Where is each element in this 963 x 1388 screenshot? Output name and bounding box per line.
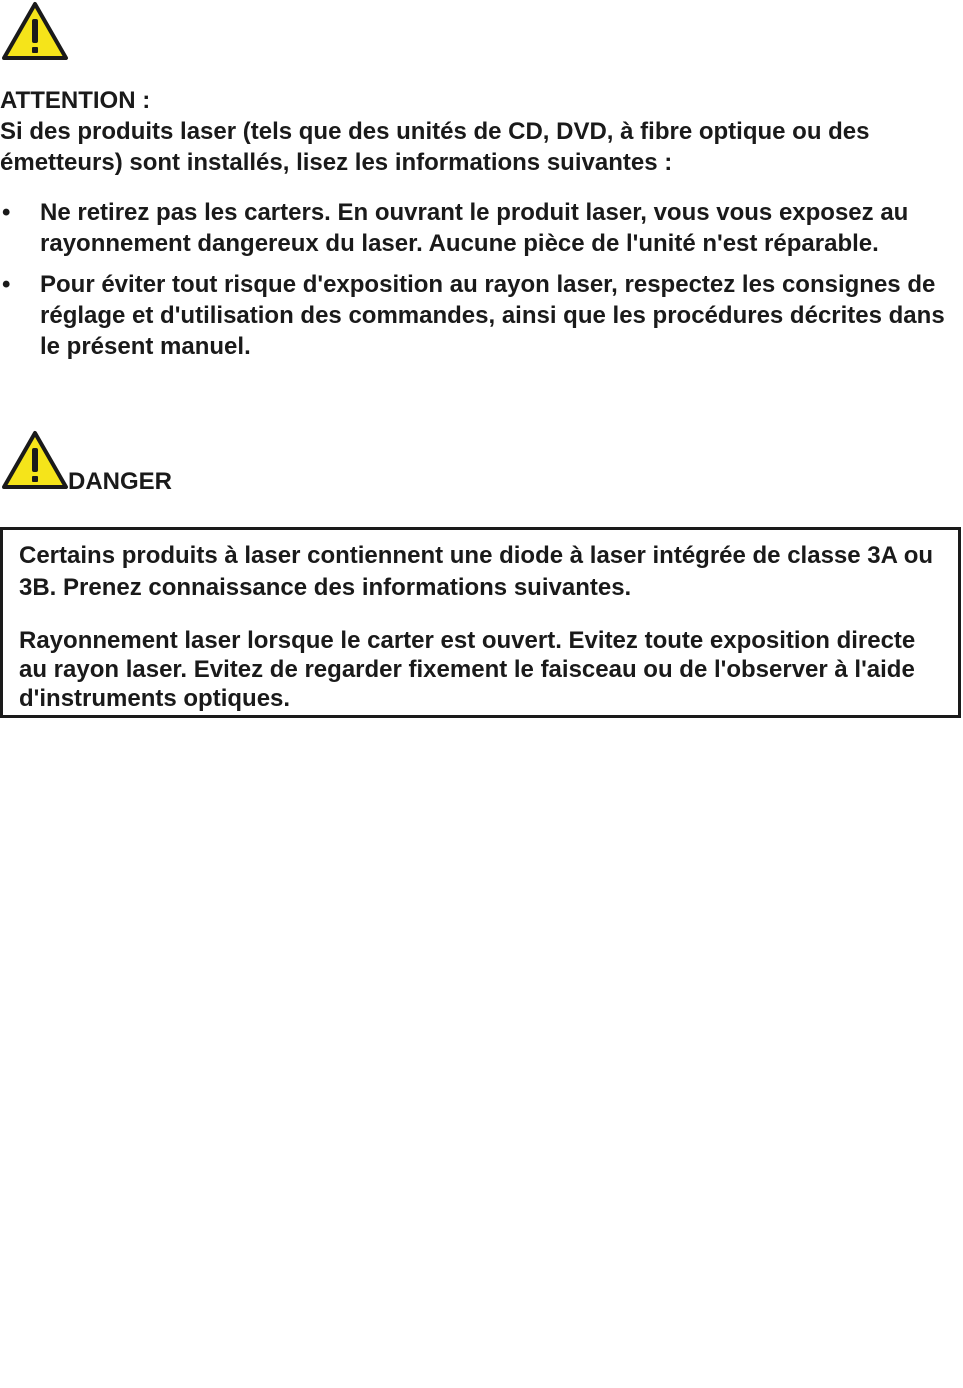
- bullet-icon: •: [2, 271, 11, 298]
- list-item: [0, 197, 960, 259]
- attention-intro: Si des produits laser (tels que des unités de CD, DVD, à fibre optique ou des émetteurs) sont installés, lisez les informations suivantes :: [0, 118, 870, 176]
- danger-paragraph: Rayonnement laser lorsque le carter est ouvert. Evitez toute exposition directe au rayon laser. Evitez de regarder fixement le faisceau ou de l'observer à l'aide d'instruments optiques.: [19, 627, 916, 712]
- bullet-text: Ne retirez pas les carters. En ouvrant le produit laser, vous vous exposez au rayonnement dangereux du laser. Aucune pièce de l'unité n'est réparable.: [40, 199, 909, 257]
- bullet-icon: •: [2, 199, 11, 226]
- danger-notice-box: [0, 527, 961, 718]
- danger-label: DANGER: [68, 468, 173, 495]
- danger-paragraph: Certains produits à laser contiennent une diode à laser intégrée de classe 3A ou 3B. Prenez connaissance des informations suivantes.: [19, 542, 934, 601]
- bullet-text: Pour éviter tout risque d'exposition au rayon laser, respectez les consignes de réglage et d'utilisation des commandes, ainsi que les procédures décrites dans le présent manuel.: [40, 271, 945, 360]
- warning-triangle-icon: [1, 430, 69, 490]
- attention-bullet-list: [0, 197, 960, 372]
- list-item: [0, 269, 960, 362]
- attention-heading: ATTENTION :: [0, 87, 151, 114]
- warning-triangle-icon: [1, 1, 69, 61]
